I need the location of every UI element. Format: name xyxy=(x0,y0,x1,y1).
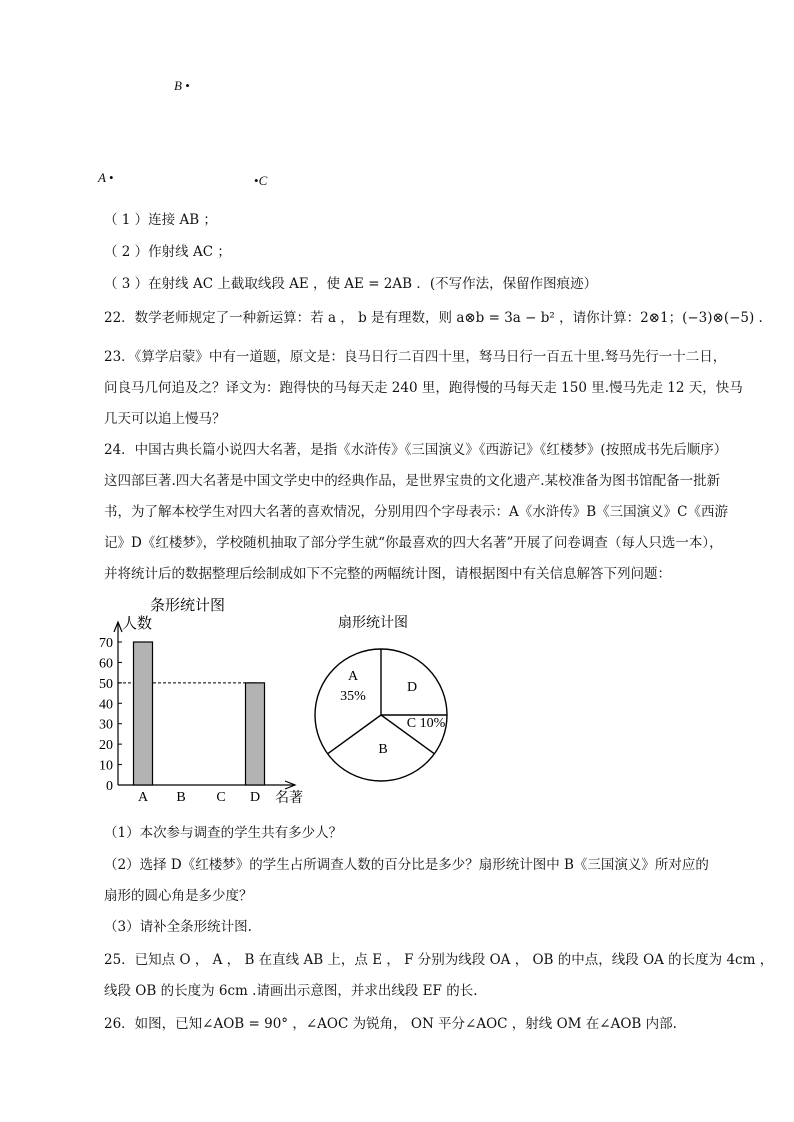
point-b: B • xyxy=(174,78,190,93)
x-tick-label: B xyxy=(176,790,186,805)
bar-chart-title: 条形统计图 xyxy=(150,598,226,614)
y-tick-label: 20 xyxy=(99,738,113,754)
q24-line-4: 记》D《红楼梦》，学校随机抽取了部分学生就“你最喜欢的四大名著”开展了问卷调查（每人只选一本）， xyxy=(104,535,723,551)
x-tick-label: A xyxy=(137,790,149,805)
q25-line-1: 25．已知点 O ， A ， B 在直线 AB 上，点 E ， F 分别为线段 OA ， OB 的中点，线段 OA 的长度为 4cm ， xyxy=(104,952,774,968)
q25-line-2: 线段 OB 的长度为 6cm .请画出示意图，并求出线段 EF 的长. xyxy=(104,983,478,999)
q23-line-3: 几天可以追上慢马？ xyxy=(104,411,226,427)
bar-chart-ylabel: 人数 xyxy=(122,616,153,632)
pie-slice-label: C 10% xyxy=(406,716,446,731)
q24-part-2: （2）选择 D《红楼梦》的学生占所调查人数的百分比是多少？扇形统计图中 B《三国演义》所对应的 xyxy=(104,857,709,873)
point-c: •C xyxy=(254,173,268,188)
q24-part-3: （3）请补全条形统计图. xyxy=(104,919,252,935)
bar-chart-marks xyxy=(118,642,265,785)
y-tick-label: 70 xyxy=(99,636,113,651)
pie-slice-label: B xyxy=(378,742,388,757)
pie-slice-label: 35% xyxy=(340,689,366,704)
question-26: 26．如图，已知∠AOB = 90° ，∠AOC 为锐角， ON 平分∠AOC ，射线 OM 在∠AOB 内部. xyxy=(104,1016,677,1032)
q23-line-2: 问良马几何追及之？译文为：跑得快的马每天走 240 里，跑得慢的马每天走 150 里.慢马先走 12 天，快马 xyxy=(104,380,743,396)
bar-chart-xlabel: 名著 xyxy=(275,791,303,806)
point-a: A • xyxy=(98,170,114,185)
y-tick-label: 50 xyxy=(99,676,113,692)
q21-part-2: （ 2 ）作射线 AC ； xyxy=(104,244,231,260)
bar-chart-axes xyxy=(99,622,295,805)
y-tick-label: 40 xyxy=(99,697,113,713)
y-tick-label: 60 xyxy=(99,656,113,672)
q23-line-1: 23．《算学启蒙》中有一道题，原文是：良马日行二百四十里，驽马日行一百五十里.驽马先行一十二日， xyxy=(104,349,727,365)
y-tick-label: 10 xyxy=(99,758,113,774)
pie-chart xyxy=(305,610,465,790)
y-tick-label: 0 xyxy=(106,779,113,794)
q24-part-2-cont: 扇形的圆心角是多少度？ xyxy=(104,888,253,904)
y-tick-label: 30 xyxy=(99,717,113,733)
bar-D xyxy=(246,683,265,785)
q21-part-1: （ 1 ）连接 AB ； xyxy=(104,212,217,228)
q24-line-1: 24．中国古典长篇小说四大名著，是指《水浒传》《三国演义》《西游记》《红楼梦》(按照成书先后顺序） xyxy=(104,442,728,458)
q24-line-2: 这四部巨著.四大名著是中国文学史中的经典作品，是世界宝贵的文化遗产.某校准备为图书馆配备一批新 xyxy=(104,473,721,489)
bar-A xyxy=(134,642,153,785)
q24-line-3: 书，为了解本校学生对四大名著的喜欢情况，分别用四个字母表示：A《水浒传》B《三国演义》C《西游 xyxy=(104,504,728,520)
x-tick-label: D xyxy=(249,790,261,805)
pie-chart-title: 扇形统计图 xyxy=(338,616,408,631)
q24-part-1: （1）本次参与调查的学生共有多少人？ xyxy=(104,825,343,841)
question-22: 22．数学老师规定了一种新运算：若 a ， b 是有理数，则 a⊗b = 3a − b² ，请你计算：2⊗1；(−3)⊗(−5) . xyxy=(104,310,763,326)
q21-part-3: （ 3 ）在射线 AC 上截取线段 AE ，使 AE = 2AB ．(不写作法，保留作图痕迹） xyxy=(104,276,598,292)
bar-chart xyxy=(95,590,320,810)
pie-slice-label: A xyxy=(347,669,359,684)
pie-chart-marks xyxy=(315,649,447,781)
pie-slice-label: D xyxy=(406,680,418,695)
q24-line-5: 并将统计后的数据整理后绘制成如下不完整的两幅统计图，请根据图中有关信息解答下列问题： xyxy=(104,566,671,582)
x-tick-label: C xyxy=(216,790,226,805)
